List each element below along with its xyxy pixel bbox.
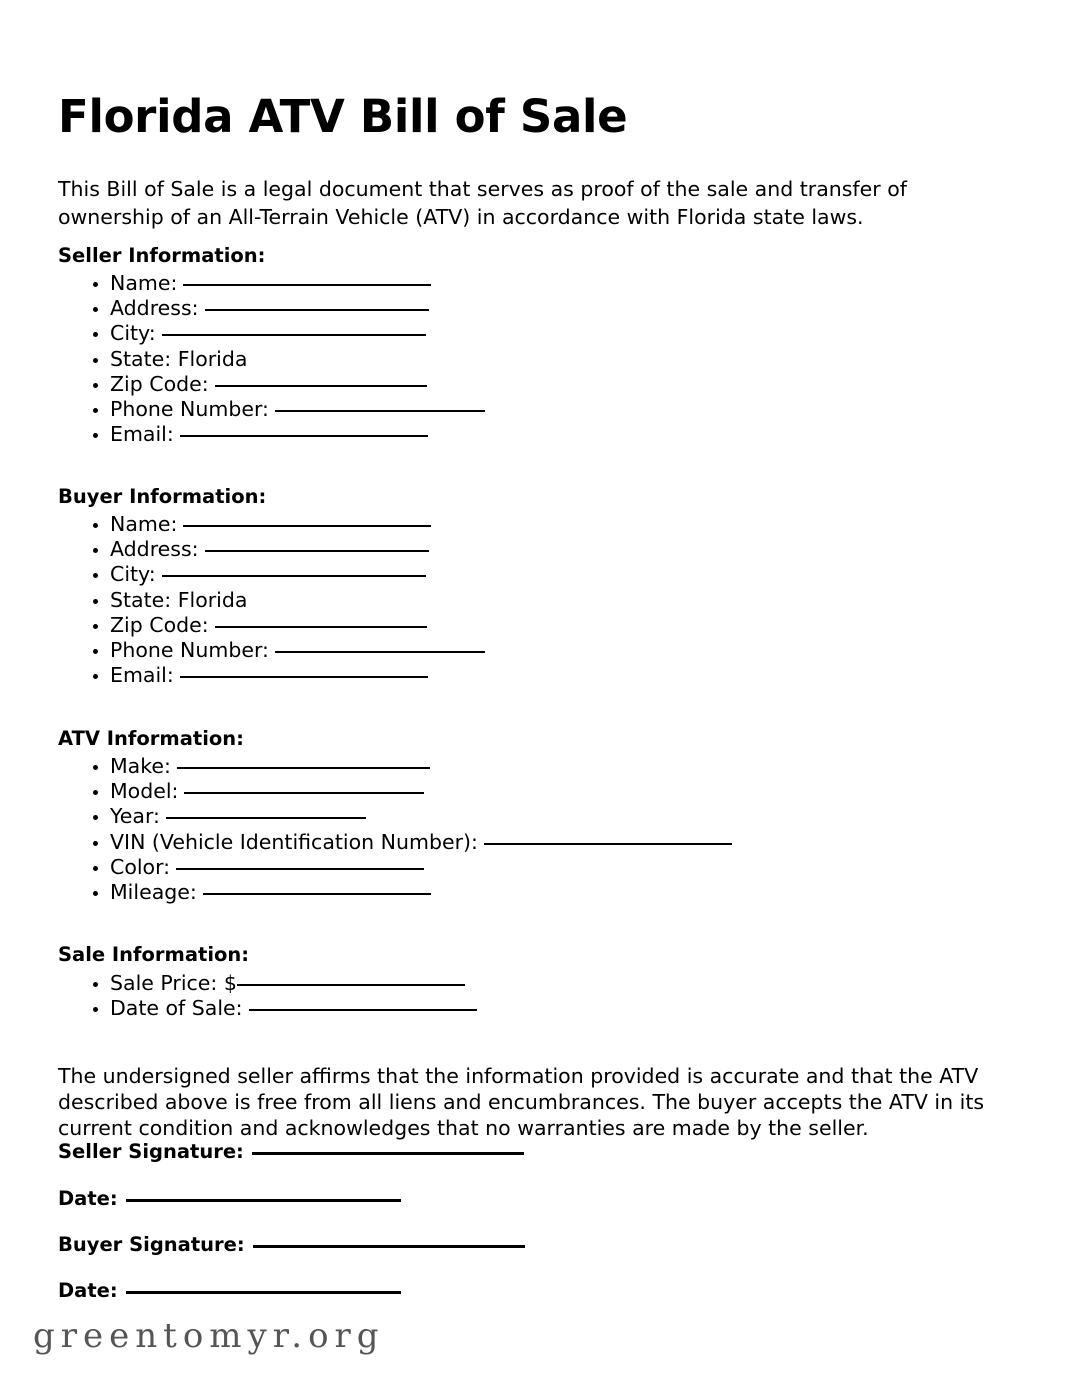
field-blank[interactable] (183, 525, 431, 527)
field-label: Year: (110, 804, 160, 829)
field-label: Model: (110, 779, 179, 804)
field-label: Email: (110, 422, 174, 447)
date-label: Date: (58, 1279, 118, 1302)
field-blank[interactable] (205, 309, 429, 311)
field-buyer-name (58, 512, 485, 537)
field-blank[interactable] (203, 893, 431, 895)
field-label: Address: (110, 537, 199, 562)
atv-information-heading: ATV Information: (58, 727, 244, 751)
field-blank[interactable] (184, 792, 424, 794)
field-blank[interactable] (183, 284, 431, 286)
sale-fields-list (58, 971, 477, 1021)
field-label: Date of Sale: (110, 996, 243, 1021)
field-blank[interactable] (162, 575, 426, 577)
field-atv-color (58, 855, 732, 880)
field-blank[interactable] (237, 984, 465, 986)
site-watermark: greentomyr.org (33, 1316, 385, 1356)
field-label: Phone Number: (110, 397, 269, 422)
signature-blank[interactable] (252, 1152, 524, 1155)
buyer-date-line (58, 1279, 401, 1303)
field-label: City: (110, 562, 156, 587)
field-label: Address: (110, 296, 199, 321)
field-label: Name: (110, 512, 178, 536)
field-buyer-address (58, 537, 485, 562)
field-atv-mileage (58, 880, 732, 905)
field-blank[interactable] (166, 817, 366, 819)
sale-information-heading: Sale Information: (58, 943, 250, 967)
field-buyer-state (58, 588, 485, 613)
seller-information-heading: Seller Information: (58, 244, 266, 268)
intro-paragraph: This Bill of Sale is a legal document that serves as proof of the sale and transfer of ownership of an All-Terrain Vehicle (ATV) in accordance with Florida state laws. (58, 176, 907, 229)
field-date-of-sale (58, 996, 477, 1021)
field-seller-email (58, 422, 485, 447)
field-blank[interactable] (275, 410, 485, 412)
field-label: Email: (110, 663, 174, 688)
field-label: Zip Code: (110, 371, 209, 396)
date-blank[interactable] (126, 1199, 401, 1202)
field-label: Zip Code: (110, 612, 209, 637)
field-atv-vin (58, 830, 732, 855)
seller-date-line (58, 1187, 401, 1211)
field-blank[interactable] (176, 868, 424, 870)
field-blank[interactable] (205, 550, 429, 552)
field-seller-address (58, 296, 485, 321)
field-label: State: (110, 587, 172, 612)
date-label: Date: (58, 1187, 118, 1210)
field-label: Make: (110, 754, 171, 778)
field-label: VIN (Vehicle Identification Number): (110, 829, 478, 854)
buyer-fields-list (58, 512, 485, 688)
field-buyer-email (58, 663, 485, 688)
field-blank[interactable] (180, 435, 428, 437)
field-atv-model (58, 779, 732, 804)
field-label: Sale Price: $ (110, 971, 237, 995)
atv-fields-list (58, 754, 732, 905)
field-label: Color: (110, 854, 171, 879)
field-blank[interactable] (177, 767, 430, 769)
buyer-information-heading: Buyer Information: (58, 485, 267, 509)
seller-signature-line (58, 1140, 524, 1164)
field-label: State: (110, 346, 172, 371)
field-label: City: (110, 321, 156, 346)
field-blank[interactable] (249, 1009, 477, 1011)
field-label: Name: (110, 271, 178, 295)
field-sale-price (58, 971, 477, 996)
date-blank[interactable] (126, 1291, 401, 1294)
signature-label: Buyer Signature: (58, 1233, 245, 1256)
field-blank[interactable] (215, 626, 427, 628)
field-seller-phone (58, 397, 485, 422)
field-seller-zip (58, 372, 485, 397)
page-title: Florida ATV Bill of Sale (58, 90, 628, 144)
field-atv-make (58, 754, 732, 779)
field-seller-city (58, 321, 485, 346)
signature-blank[interactable] (253, 1245, 525, 1248)
buyer-signature-line (58, 1233, 525, 1257)
closing-paragraph: The undersigned seller affirms that the information provided is accurate and that the ATV described above is free from all liens and encumbrances. The buyer accepts the ATV in its current condition and acknowledges that no warranties are made by the seller. (58, 1063, 985, 1140)
field-blank[interactable] (275, 651, 485, 653)
seller-fields-list (58, 271, 485, 447)
field-label: Mileage: (110, 880, 197, 905)
field-seller-state (58, 347, 485, 372)
field-buyer-city (58, 562, 485, 587)
signature-label: Seller Signature: (58, 1140, 244, 1163)
field-seller-name (58, 271, 485, 296)
field-blank[interactable] (215, 385, 427, 387)
field-buyer-phone (58, 638, 485, 663)
field-label: Phone Number: (110, 638, 269, 663)
field-buyer-zip (58, 613, 485, 638)
field-atv-year (58, 804, 732, 829)
field-blank[interactable] (162, 334, 426, 336)
field-blank[interactable] (484, 843, 732, 845)
field-value: Florida (177, 346, 248, 371)
field-blank[interactable] (180, 676, 428, 678)
field-value: Florida (177, 587, 248, 612)
